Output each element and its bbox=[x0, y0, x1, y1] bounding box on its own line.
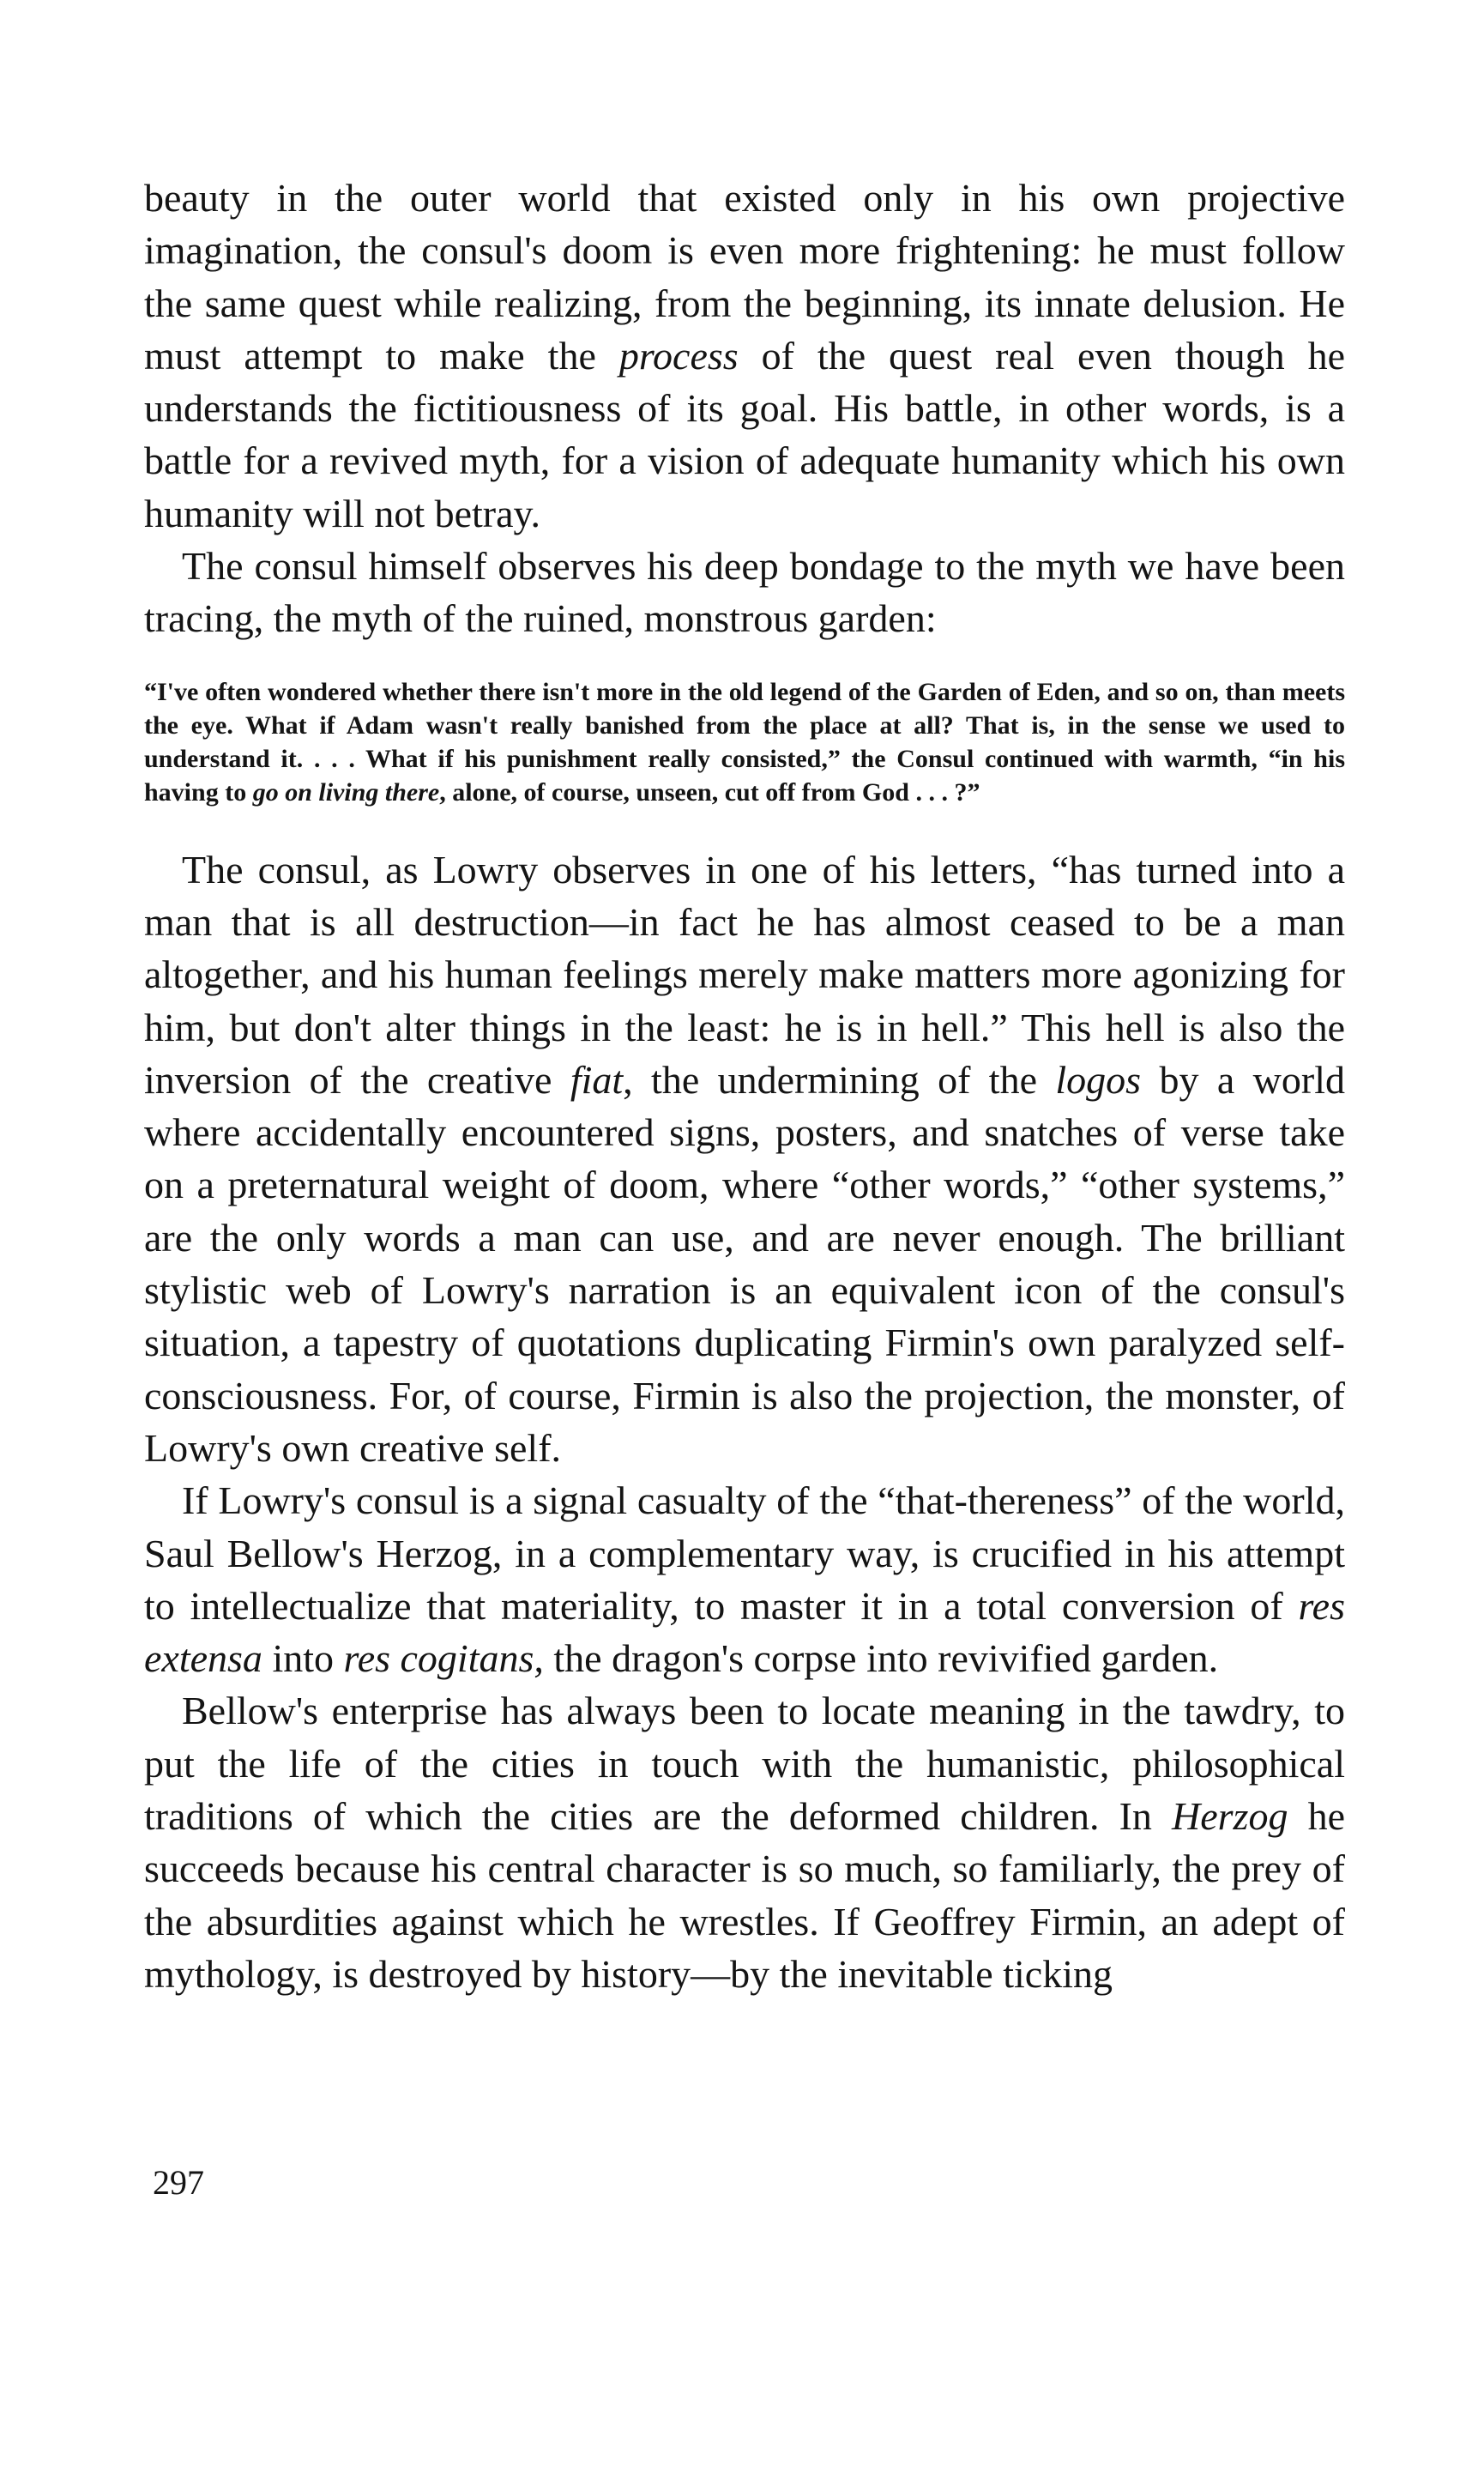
paragraph-2: The consul himself observes his deep bondage to the myth we have been tracing, the myth of the ruined, monstrous garden: bbox=[144, 544, 1345, 641]
page-number: 297 bbox=[153, 2163, 204, 2202]
block-quote: “I've often wondered whether there isn't more in the old legend of the Garden of Eden, and so on, than meets the eye. What if Adam wasn't really banished from the place at all? That is, in the sense we used to understand it. . . . What if his punishment really consisted,” the Consul continued with warmth, “in his having to go on living there, alone, of course, unseen, cut off from God . . . ?” bbox=[144, 677, 1345, 807]
paragraph-4: If Lowry's consul is a signal casualty of the “that-thereness” of the world, Saul Bellow's Herzog, in a complementary way, is crucified in his attempt to intellectualize that materiality, to master it in a total conversion of res extensa into res cogitans, the dragon's corpse into revivified garden. bbox=[144, 1478, 1345, 1681]
paragraph-1: beauty in the outer world that existed only in his own projective imagination, the consul's doom is even more frightening: he must follow the same quest while realizing, from the beginning, its innate delusion. He must attempt to make the process of the quest real even though he understands the fictitiousness of its goal. His battle, in other words, is a battle for a revived myth, for a vision of adequate humanity which his own humanity will not betray. bbox=[144, 176, 1345, 535]
body-text bbox=[144, 172, 1345, 2000]
paragraph-3: The consul, as Lowry observes in one of his letters, “has turned into a man that is all destruction—in fact he has almost ceased to be a man altogether, and his human feelings merely make matters more agonizing for him, but don't alter things in the least: he is in hell.” This hell is also the inversion of the creative fiat, the undermining of the logos by a world where accidentally encountered signs, posters, and snatches of verse take on a preternatural weight of doom, where “other words,” “other systems,” are the only words a man can use, and are never enough. The brilliant stylistic web of Lowry's narration is an equivalent icon of the consul's situation, a tapestry of quotations duplicating Firmin's own paralyzed self-consciousness. For, of course, Firmin is also the projection, the monster, of Lowry's own creative self. bbox=[144, 847, 1345, 1470]
paragraph-5: Bellow's enterprise has always been to locate meaning in the tawdry, to put the life of the cities in touch with the humanistic, philosophical traditions of which the cities are the deformed children. In Herzog he succeeds because his central character is so much, so familiarly, the prey of the absurdities against which he wrestles. If Geoffrey Firmin, an adept of mythology, is destroyed by history—by the inevitable ticking bbox=[144, 1689, 1345, 1996]
